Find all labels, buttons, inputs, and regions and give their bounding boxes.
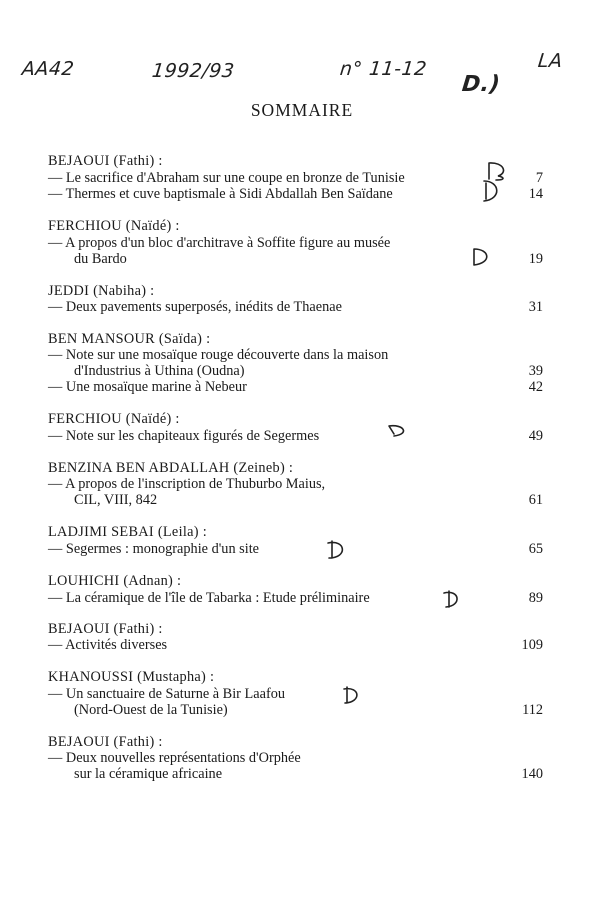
page-number: 61 xyxy=(528,492,543,508)
page-number: 109 xyxy=(521,637,543,653)
article-title-continued: (Nord-Ouest de la Tunisie) xyxy=(74,702,228,718)
page-number: 31 xyxy=(528,299,543,315)
article-title: — Segermes : monographie d'un site xyxy=(48,541,260,557)
article-title: — Note sur les chapiteaux figurés de Segermes xyxy=(48,428,320,444)
handwritten-tag: D.) xyxy=(460,72,502,97)
handwritten-d-mark xyxy=(468,245,494,269)
article-title: — Activités diverses xyxy=(48,637,168,653)
page-number: 49 xyxy=(528,428,543,444)
article-title-continued: CIL, VIII, 842 xyxy=(74,492,158,508)
page-number: 42 xyxy=(528,379,543,395)
author-name: BENZINA BEN ABDALLAH (Zeineb) : xyxy=(48,460,294,476)
page-number: 19 xyxy=(528,251,543,267)
handwritten-d-mark xyxy=(324,538,350,562)
article-title: — Deux nouvelles représentations d'Orphée xyxy=(48,750,301,766)
article-title: — A propos de l'inscription de Thuburbo Maius, xyxy=(48,476,326,492)
handwritten-corner-mark: LA xyxy=(536,50,564,72)
article-title: — Note sur une mosaïque rouge découverte dans la maison xyxy=(48,347,389,363)
handwritten-d-mark xyxy=(340,684,364,706)
author-name: FERCHIOU (Naïdé) : xyxy=(48,411,180,427)
handwritten-d-mark xyxy=(474,177,504,205)
author-name: BEJAOUI (Fathi) : xyxy=(48,734,163,750)
author-name: BEN MANSOUR (Saïda) : xyxy=(48,331,211,347)
author-name: LOUHICHI (Adnan) : xyxy=(48,573,182,589)
page-number: 39 xyxy=(528,363,543,379)
page-number: 140 xyxy=(521,766,543,782)
article-title: — Une mosaïque marine à Nebeur xyxy=(48,379,247,395)
author-name: BEJAOUI (Fathi) : xyxy=(48,621,163,637)
handwritten-issue: n° 11-12 xyxy=(338,58,428,80)
handwritten-d-mark xyxy=(386,422,412,442)
page-number: 89 xyxy=(528,590,543,606)
author-name: LADJIMI SEBAI (Leila) : xyxy=(48,524,207,540)
article-title-continued: d'Industrius à Uthina (Oudna) xyxy=(74,363,245,379)
author-name: KHANOUSSI (Mustapha) : xyxy=(48,669,215,685)
author-name: BEJAOUI (Fathi) : xyxy=(48,153,163,169)
page-number: 7 xyxy=(535,170,543,186)
article-title: — A propos d'un bloc d'architrave à Soffite figure au musée xyxy=(48,235,391,251)
handwritten-catalog-number: AA42 xyxy=(20,58,76,80)
page-number: 14 xyxy=(528,186,543,202)
article-title: — Deux pavements superposés, inédits de Thaenae xyxy=(48,299,342,315)
article-title-continued: du Bardo xyxy=(74,251,127,267)
page-number: 112 xyxy=(522,702,543,718)
article-title: — La céramique de l'île de Tabarka : Etude préliminaire xyxy=(48,590,370,606)
article-title: — Un sanctuaire de Saturne à Bir Laafou xyxy=(48,686,286,702)
page-number: 65 xyxy=(528,541,543,557)
author-name: FERCHIOU (Naïdé) : xyxy=(48,218,180,234)
article-title-continued: sur la céramique africaine xyxy=(74,766,223,782)
handwritten-d-mark xyxy=(440,588,464,610)
page-title: SOMMAIRE xyxy=(250,100,354,120)
article-title: — Thermes et cuve baptismale à Sidi Abdallah Ben Saïdane xyxy=(48,186,393,202)
author-name: JEDDI (Nabiha) : xyxy=(48,283,155,299)
handwritten-year: 1992/93 xyxy=(150,60,236,82)
article-title: — Le sacrifice d'Abraham sur une coupe en bronze de Tunisie xyxy=(48,170,405,186)
